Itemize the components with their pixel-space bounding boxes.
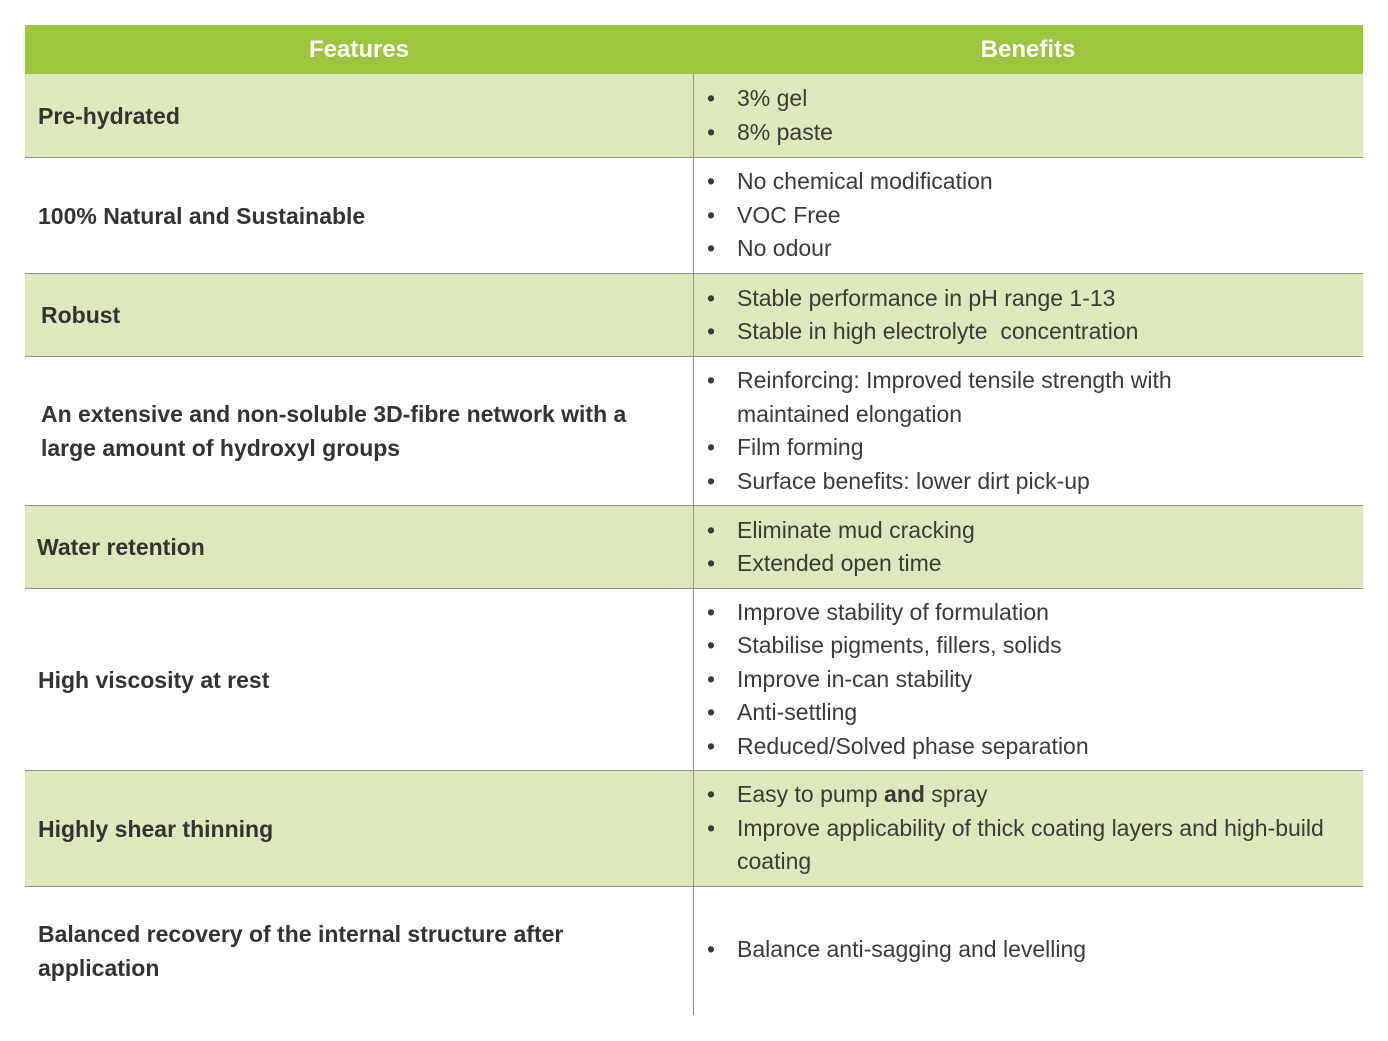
benefit-item: • VOC Free: [707, 199, 1333, 233]
benefits-cell: [693, 74, 1363, 157]
benefit-item: • Reinforcing: Improved tensile strength with maintained elongation: [707, 364, 1333, 431]
feature-text: Balanced recovery of the internal structure after application: [38, 921, 564, 981]
feature-text: Water retention: [37, 534, 205, 560]
benefit-item: • Balance anti-sagging and levelling: [707, 933, 1333, 967]
benefit-item: • Easy to pump and spray: [707, 778, 1333, 812]
benefit-item: • Improve applicability of thick coating layers and high-build coating: [707, 812, 1333, 879]
benefit-item: • 3% gel: [707, 82, 1333, 116]
benefit-item: • Eliminate mud cracking: [707, 514, 1333, 548]
benefits-cell: [693, 357, 1363, 505]
feature-cell: [25, 887, 693, 1015]
table-row: [25, 74, 1363, 158]
feature-text: High viscosity at rest: [38, 666, 270, 693]
benefits-cell: [693, 771, 1363, 886]
table-header: [25, 25, 1363, 74]
benefit-item: • Extended open time: [707, 547, 1333, 581]
benefit-item: • Reduced/Solved phase separation: [707, 730, 1333, 764]
benefit-item: • No chemical modification: [707, 165, 1333, 199]
feature-cell: [25, 74, 693, 157]
table-row: [25, 274, 1363, 357]
feature-text: Pre-hydrated: [38, 102, 180, 129]
benefit-item: • Film forming: [707, 431, 1333, 465]
benefit-item: • Stable in high electrolyte concentration: [707, 315, 1333, 349]
table-row: [25, 771, 1363, 887]
benefit-item: • 8% paste: [707, 116, 1333, 150]
benefit-item: • Anti-settling: [707, 696, 1333, 730]
feature-cell: [25, 158, 693, 273]
benefits-cell: [693, 887, 1363, 1015]
feature-cell: [25, 771, 693, 886]
benefits-cell: [693, 506, 1363, 588]
benefit-item: • Stabilise pigments, fillers, solids: [707, 629, 1333, 663]
benefit-item: • Improve in-can stability: [707, 663, 1333, 697]
feature-cell: [25, 274, 693, 356]
feature-cell: [25, 506, 693, 588]
benefit-item: • No odour: [707, 232, 1333, 266]
benefit-item: • Improve stability of formulation: [707, 596, 1333, 630]
table-row: [25, 589, 1363, 771]
table-row: [25, 506, 1363, 589]
table-row: [25, 887, 1363, 1015]
benefits-cell: [693, 589, 1363, 770]
feature-cell: [25, 589, 693, 770]
feature-text: Robust: [41, 302, 121, 328]
feature-text: 100% Natural and Sustainable: [38, 202, 366, 229]
benefit-item: • Stable performance in pH range 1-13: [707, 282, 1333, 316]
feature-cell: [25, 357, 693, 505]
features-column-header: Features: [308, 36, 410, 63]
table-row: [25, 357, 1363, 506]
feature-text: An extensive and non-soluble 3D-fibre network with a large amount of hydroxyl groups: [41, 401, 627, 461]
benefit-item: • Surface benefits: lower dirt pick-up: [707, 465, 1333, 499]
benefits-column-header: Benefits: [980, 36, 1076, 63]
benefits-cell: [693, 274, 1363, 356]
table-row: [25, 158, 1363, 274]
benefits-cell: [693, 158, 1363, 273]
feature-text: Highly shear thinning: [38, 815, 274, 842]
